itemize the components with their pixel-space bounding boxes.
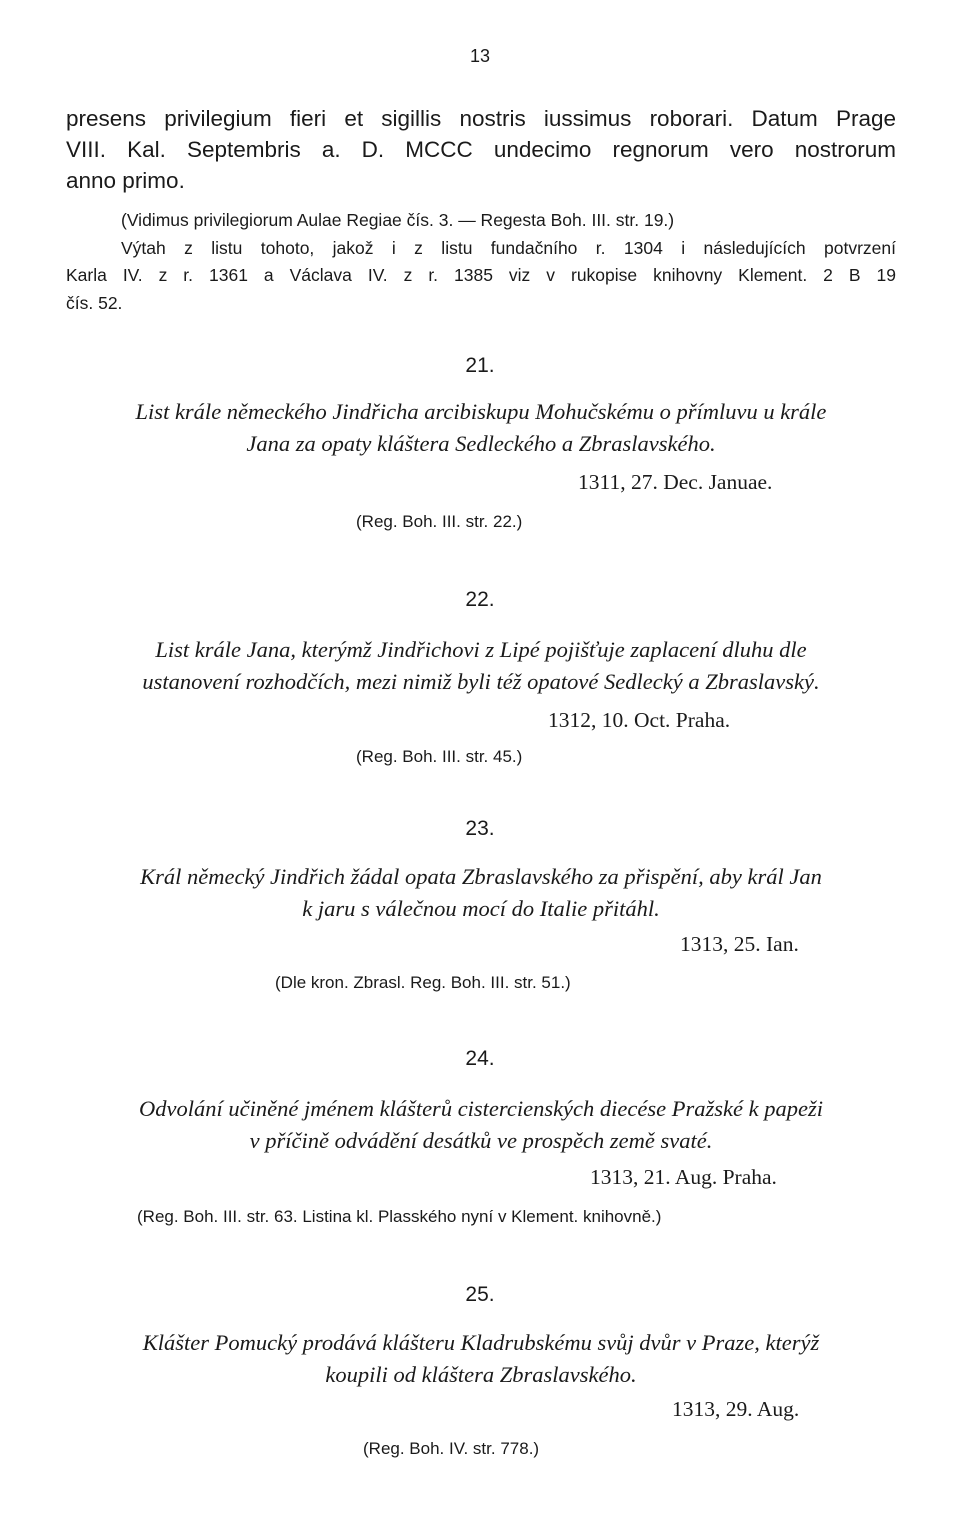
entry-title-line: Odvolání učiněné jménem klášterů cistercienských diecése Pražské k papeži (139, 1096, 823, 1121)
intro-line: anno primo. (66, 168, 185, 193)
entry-title (66, 1327, 896, 1391)
page-number: 13 (469, 46, 491, 66)
entry-date: 1311, 27. Dec. Januae. (578, 470, 773, 494)
entry-number: 22. (465, 588, 495, 611)
entry-title-line: koupili od kláštera Zbraslavského. (325, 1362, 637, 1387)
note-line: Karla IV. z r. 1361 a Václava IV. z r. 1385 viz v rukopise knihovny Klement. 2 B 19 (66, 265, 896, 285)
entry-source: (Reg. Boh. IV. str. 778.) (363, 1439, 540, 1458)
entry-title-line: Král německý Jindřich žádal opata Zbraslavského za přispění, aby král Jan (140, 864, 822, 889)
entry-title-line: List krále německého Jindřicha arcibiskupu Mohučskému o přímluvu u krále (135, 399, 827, 424)
entry-title (66, 1093, 896, 1157)
note-line: (Vidimus privilegiorum Aulae Regiae čís. 3. — Regesta Boh. III. str. 19.) (121, 210, 675, 230)
entry-title-line: List krále Jana, kterýmž Jindřichovi z Lipé pojišťuje zaplacení dluhu dle (155, 637, 807, 662)
entry-title-line: k jaru s válečnou mocí do Italie přitáhl. (302, 896, 660, 921)
entry-title-line: ustanovení rozhodčích, mezi nimiž byli též opatové Sedlecký a Zbraslavský. (142, 669, 820, 694)
source-note (66, 207, 896, 317)
entry-number: 24. (465, 1047, 495, 1070)
entry-title (66, 861, 896, 925)
entry-date: 1313, 29. Aug. (672, 1397, 800, 1421)
entry-source: (Dle kron. Zbrasl. Reg. Boh. III. str. 51.) (275, 973, 571, 992)
intro-paragraph (66, 103, 896, 196)
entry-date: 1313, 21. Aug. Praha. (590, 1165, 777, 1189)
entry-date: 1313, 25. Ian. (680, 932, 799, 956)
intro-line: VIII. Kal. Septembris a. D. MCCC undecimo regnorum vero nostrorum (66, 137, 896, 162)
entry-number: 21. (465, 354, 495, 377)
entry-title (66, 634, 896, 698)
entry-source: (Reg. Boh. III. str. 22.) (356, 512, 523, 531)
entry-date: 1312, 10. Oct. Praha. (548, 708, 731, 732)
entry-source: (Reg. Boh. III. str. 45.) (356, 747, 523, 766)
entry-title-line: Jana za opaty kláštera Sedleckého a Zbraslavského. (246, 431, 716, 456)
note-line: Výtah z listu tohoto, jakož i z listu fundačního r. 1304 i následujících potvrzení (121, 237, 896, 258)
entry-title-line: v příčině odvádění desátků ve prospěch země svaté. (249, 1128, 713, 1153)
entry-number: 23. (465, 817, 495, 840)
intro-line: presens privilegium fieri et sigillis nostris iussimus roborari. Datum Prage (66, 106, 896, 131)
note-line: čís. 52. (66, 292, 123, 313)
entry-source: (Reg. Boh. III. str. 63. Listina kl. Plasského nyní v Klement. knihovně.) (137, 1207, 662, 1226)
entry-number: 25. (465, 1283, 495, 1306)
entry-title (66, 396, 896, 460)
entry-title-line: Klášter Pomucký prodává klášteru Kladrubskému svůj dvůr v Praze, kterýž (142, 1330, 820, 1355)
